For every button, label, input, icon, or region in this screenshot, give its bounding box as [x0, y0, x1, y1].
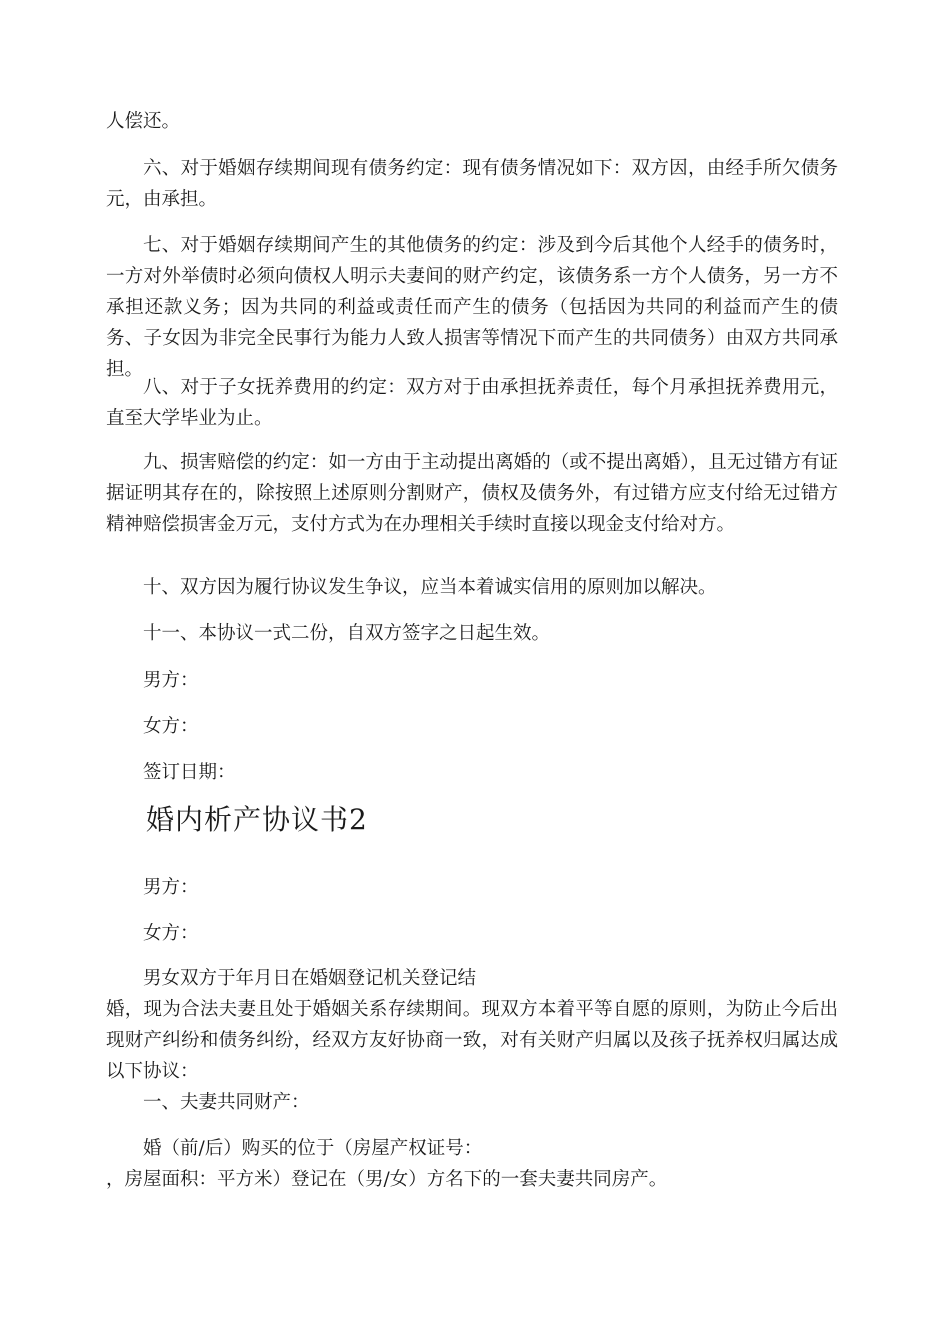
clause-6: 六、对于婚姻存续期间现有债务约定：现有债务情况如下：双方因，由经手所欠债务元，由承担。 [106, 158, 838, 210]
house-paragraph [106, 1133, 838, 1195]
section-1-heading: 一、夫妻共同财产： [143, 1092, 310, 1113]
party-female: 女方： [143, 923, 199, 944]
clause-11: 十一、本协议一式二份，自双方签字之日起生效。 [143, 623, 551, 644]
signing-date: 签订日期： [143, 762, 236, 783]
intro-line-rest: 婚，现为合法夫妻且处于婚姻关系存续期间。现双方本着平等自愿的原则，为防止今后出现财产纠纷和债务纠纷，经双方友好协商一致，对有关财产归属以及孩子抚养权归属达成以下协议： [106, 999, 838, 1082]
clause-7: 七、对于婚姻存续期间产生的其他债务的约定：涉及到今后其他个人经手的债务时，一方对外举债时必须向债权人明示夫妻间的财产约定，该债务系一方个人债务，另一方不承担还款义务；因为共同的利益或责任而产生的债务（包括因为共同的利益而产生的债务、子女因为非完全民事行为能力人致人损害等情况下而产生的共同债务）由双方共同承担。 [106, 235, 838, 380]
party-male: 男方： [143, 877, 199, 898]
house-line-1: 婚（前/后）购买的位于（房屋产权证号： [143, 1138, 483, 1159]
section-title: 婚内析产协议书2 [146, 803, 368, 836]
clause-8: 八、对于子女抚养费用的约定：双方对于由承担抚养责任，每个月承担抚养费用元，直至大学毕业为止。 [106, 377, 838, 429]
signature-male: 男方： [143, 670, 199, 691]
intro-paragraph [106, 963, 838, 1087]
signature-female: 女方： [143, 716, 199, 737]
clause-9: 九、损害赔偿的约定：如一方由于主动提出离婚的（或不提出离婚），且无过错方有证据证明其存在的，除按照上述原则分割财产，债权及债务外，有过错方应支付给无过错方精神赔偿损害金万元，支付方式为在办理相关手续时直接以现金支付给对方。 [106, 452, 838, 535]
house-line-2: ，房屋面积：平方米）登记在（男/女）方名下的一套夫妻共同房产。 [106, 1169, 668, 1190]
paragraph-continuation: 人偿还。 [106, 111, 181, 132]
clause-10: 十、双方因为履行协议发生争议，应当本着诚实信用的原则加以解决。 [143, 577, 717, 598]
intro-line-1: 男女双方于年月日在婚姻登记机关登记结 [143, 968, 477, 989]
